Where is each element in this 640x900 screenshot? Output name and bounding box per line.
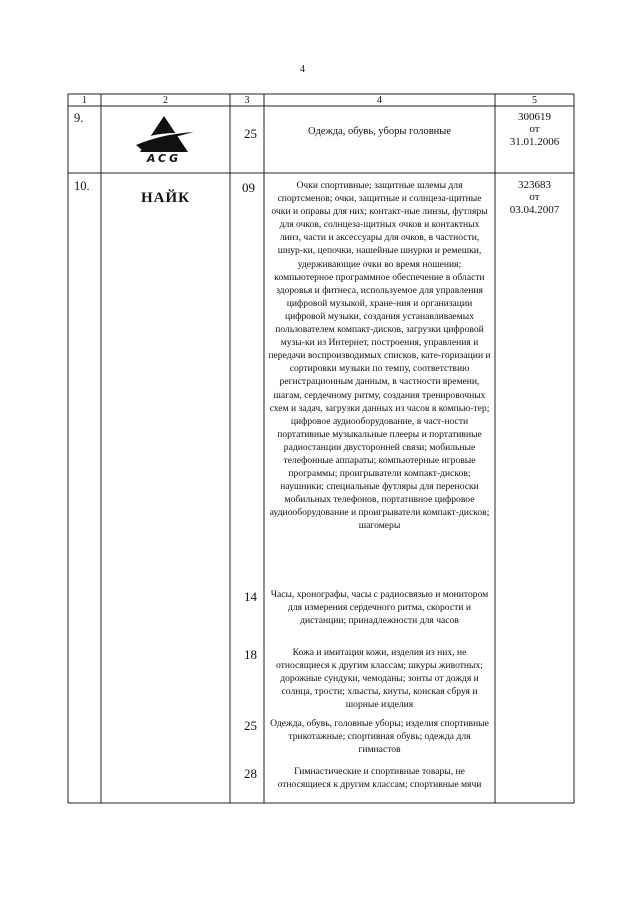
registration-date: 03.04.2007 bbox=[509, 203, 560, 216]
goods-description: Кожа и имитация кожи, изделия из них, не относящиеся к другим классам; шкуры животных; дорожные сундуки, чемоданы; зонты от дождя и солнца, трости; хлысты, кнуты, конская сбруя и шорные изделия bbox=[276, 647, 483, 711]
goods-description: Очки спортивные; защитные шлемы для спортсменов; очки, защитные и солнцеза-щитные очки и оправы для них; контакт-ные линзы, футляры для очков, солнцеза-щитных очков и контактных линз, части и аксессуары для очков, в частности, шнур-ки, цепочки, нашейные шнурки и ремешки, удерживающие очки во время ношения; компьютерное программное обеспечение в области здоровья и фитнеса, используемое для управления цифровой музыкой, хране-ния и организации цифровой музыки, создания устанавливаемых пользователем компакт-дисков, загрузки цифровой музы-ки из Интернет, построения, управления и передачи воспроизводимых списков, кате-горизации и сортировки музыки по темпу, соответствию регистрационным данным, в частности времени, шагам, сердечному ритму, создания тренировочных схем и задач, загрузки данных из часов в компью-тер; цифровое аудиооборудование, в част-ности портативные музыкальные плееры и портативные радиостанции двусторонней связи; мобильные телефонные аппараты; компьютерные игровые программы; проигрыватели компакт-дисков; наушники; специальные футляры для переноски мобильных телефонов, портативное цифровое аудиооборудование и проигрыватели компакт-дисков; шагомеры bbox=[268, 180, 491, 532]
registration-from: от bbox=[529, 123, 540, 136]
class-number: 28 bbox=[244, 766, 257, 781]
registration-number: 300619 bbox=[518, 111, 551, 123]
trademark-word: НАЙК bbox=[140, 190, 191, 206]
goods-description: Часы, хронографы, часы с радиосвязью и монитором для измерения сердечного ритма, скорости и дистанции; принадлежности для часов bbox=[270, 589, 489, 627]
column-header-2: 2 bbox=[163, 95, 168, 106]
page-number: 4 bbox=[300, 64, 305, 75]
column-header-4: 4 bbox=[377, 95, 382, 106]
class-number: 25 bbox=[244, 718, 257, 733]
class-number: 25 bbox=[244, 126, 257, 141]
column-header-1: 1 bbox=[82, 95, 87, 106]
class-number: 18 bbox=[244, 647, 257, 662]
row-number: 9. bbox=[74, 111, 84, 125]
registration-from: от bbox=[529, 191, 540, 204]
class-number: 09 bbox=[242, 180, 255, 195]
acg-trademark-logo bbox=[128, 112, 200, 170]
row-number: 10. bbox=[74, 179, 90, 193]
column-header-5: 5 bbox=[532, 95, 537, 106]
goods-description: Одежда, обувь, уборы головные bbox=[308, 126, 451, 137]
registration-info bbox=[495, 179, 574, 216]
class-number: 14 bbox=[244, 589, 257, 604]
goods-description: Гимнастические и спортивные товары, не относящиеся к другим классам; спортивные мячи bbox=[277, 766, 482, 791]
registration-number: 323683 bbox=[518, 179, 551, 191]
acg-logo-text: ACG bbox=[146, 152, 182, 165]
goods-description: Одежда, обувь, головные уборы; изделия спортивные трикотажные; спортивная обувь; одежда для гимнастов bbox=[270, 718, 489, 756]
column-header-3: 3 bbox=[244, 95, 250, 106]
registration-date: 31.01.2006 bbox=[509, 135, 560, 148]
registration-info bbox=[495, 111, 574, 148]
